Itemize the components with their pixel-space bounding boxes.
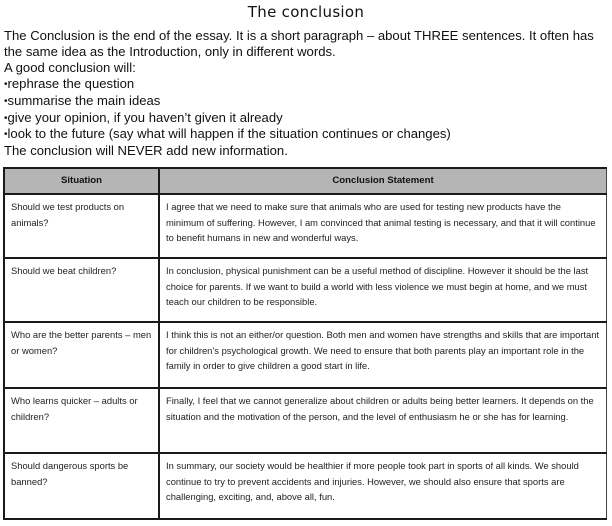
statement-cell: I agree that we need to make sure that animals who are used for testing new products have the minimum of suffering. However, I am convinced that animal testing is necessary, and that it will continue to benefit humans in new and wonderful ways. [159,194,607,258]
statement-cell: I think this is not an either/or question. Both men and women have strengths and skills that are important for children’s psychological growth. We need to ensure that both parents play an important role in the family in order to give children a good start in life. [159,322,607,388]
table-row [4,453,607,519]
situation-cell: Should we beat children? [4,258,159,322]
header-conclusion-statement: Conclusion Statement [159,168,607,194]
table-row [4,258,607,322]
bullet-item: • rephrase the question [4,76,609,93]
bullet-item: • summarise the main ideas [4,93,609,110]
intro-bullet-list [4,76,609,144]
header-situation: Situation [4,168,159,194]
bullet-item: • look to the future (say what will happen if the situation continues or changes) [4,126,609,143]
intro-closing: The conclusion will NEVER add new information. [4,143,288,159]
table-row [4,322,607,388]
table-header-row [4,168,607,194]
situation-cell: Who are the better parents – men or women? [4,322,159,388]
table-row [4,388,607,453]
statement-cell: In conclusion, physical punishment can be a useful method of discipline. However it should be the last choice for parents. If we want to build a world with less violence we must begin at home, and we must teach our children to be responsible. [159,258,607,322]
conclusion-table [3,167,607,520]
bullet-item: • give your opinion, if you haven’t given it already [4,110,609,127]
intro-paragraph: The Conclusion is the end of the essay. It is a short paragraph – about THREE sentences. It often has the same idea as the Introduction, only in different words. [4,28,594,59]
statement-cell: Finally, I feel that we cannot generalize about children or adults being better learners. It depends on the situation and the motivation of the person, and the level of enthusiasm he or she has for learning. [159,388,607,453]
statement-cell: In summary, our society would be healthier if more people took part in sports of all kinds. We should continue to try to prevent accidents and injuries. However, we should also ensure that sports are challenging, exciting, and, above all, fun. [159,453,607,519]
page-title: The conclusion [247,3,365,21]
situation-cell: Should dangerous sports be banned? [4,453,159,519]
intro-lead: A good conclusion will: [4,59,136,75]
table-row [4,194,607,258]
situation-cell: Should we test products on animals? [4,194,159,258]
intro-section [4,28,609,159]
situation-cell: Who learns quicker – adults or children? [4,388,159,453]
